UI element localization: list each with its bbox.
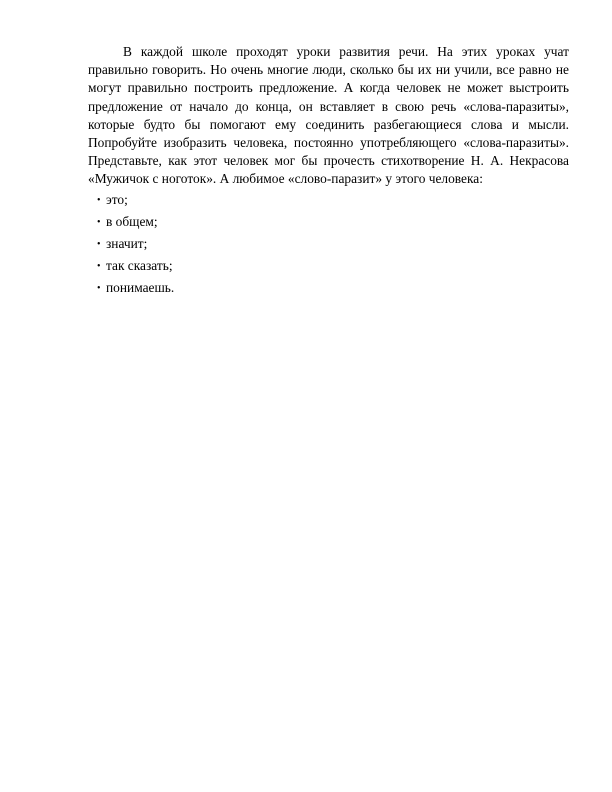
- bullet-icon: •: [97, 216, 101, 228]
- list-item: [88, 233, 569, 255]
- bullet-icon: •: [97, 283, 101, 295]
- list-item-text: это;: [106, 191, 128, 207]
- list-item-text: в общем;: [106, 213, 158, 229]
- list-item: [88, 211, 569, 233]
- body-paragraph: В каждой школе проходят уроки развития речи. На этих уроках учат правильно говорить. Но очень многие люди, сколько бы их ни учили, все равно не могут правильно построить предложение. А когда человек не может выстроить предложение от начало до конца, он вставляет в свою речь «слова-паразиты», которые будто бы помогают ему соединить разбегающиеся слова и мысли. Попробуйте изобразить человека, постоянно употребляющего «слова-паразиты». Представьте, как этот человек мог бы прочесть стихотворение Н. А. Некрасова «Мужичок с ноготок». А любимое «слово-паразит» у этого человека:: [88, 44, 569, 187]
- bullet-icon: •: [97, 239, 101, 251]
- list-item-text: так сказать;: [106, 258, 173, 274]
- bullet-icon: •: [97, 261, 101, 273]
- list-item: [88, 189, 569, 211]
- list-item-text: понимаешь.: [106, 280, 175, 296]
- bullet-icon: •: [97, 194, 101, 206]
- parasite-words-list: [88, 189, 569, 300]
- list-item-text: значит;: [106, 236, 148, 252]
- text-block: [88, 43, 569, 300]
- list-item: [88, 255, 569, 277]
- list-item: [88, 277, 569, 299]
